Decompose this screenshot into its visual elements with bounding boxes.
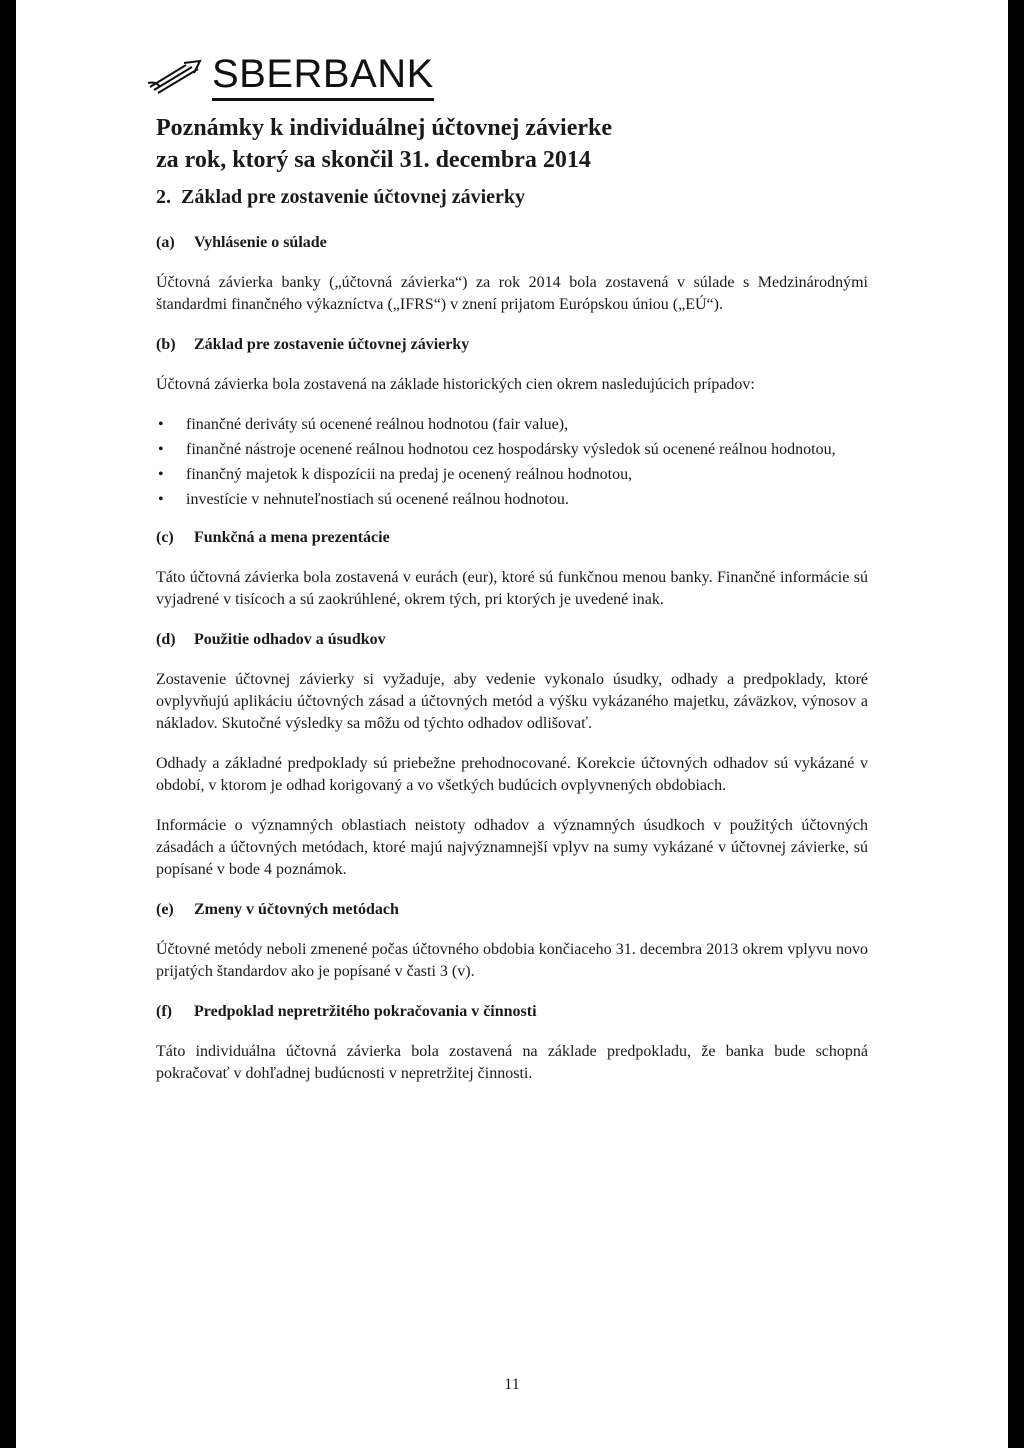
logo-text: SBERBANK — [212, 52, 434, 101]
subsection-heading-b — [156, 334, 868, 356]
subsection-label: (f) — [156, 1003, 172, 1020]
section-title: Základ pre zostavenie účtovnej závierky — [181, 186, 526, 208]
paragraph: Účtovná závierka banky („účtovná závierka“) za rok 2014 bola zostavená v súlade s Medzinárodnými štandardmi finančného výkazníctva („IFRS“) v znení prijatom Európskou úniou („EÚ“). — [156, 274, 868, 313]
bullet-list — [156, 414, 868, 511]
paragraph: Odhady a základné predpoklady sú priebežne prehodnocované. Korekcie účtovných odhadov sú vykázané v období, v ktorom je odhad korigovaný a vo všetkých budúcich ovplyvnených obdobiach. — [156, 755, 868, 794]
document-body — [156, 184, 868, 1103]
subsection-title: Funkčná a mena prezentácie — [194, 529, 390, 546]
title-line-1: Poznámky k individuálnej účtovnej závierke — [156, 115, 613, 141]
subsection-label: (b) — [156, 336, 176, 353]
subsection-heading-f — [156, 1001, 868, 1023]
subsection-title: Zmeny v účtovných metódach — [194, 901, 399, 918]
list-item: • investície v nehnuteľnostiach sú ocenené reálnou hodnotou. — [156, 489, 868, 511]
subsection-label: (a) — [156, 234, 175, 251]
subsection-label: (e) — [156, 901, 174, 918]
paragraph: Zostavenie účtovnej závierky si vyžaduje, aby vedenie vykonalo úsudky, odhady a predpoklady, ktoré ovplyvňujú aplikáciu účtovných zásad a účtovných metód a výšku vykázaného majetku, záväzkov, výnosov a nákladov. Skutočné výsledky sa môžu od týchto odhadov odlišovať. — [156, 671, 868, 732]
paragraph: Účtovná závierka bola zostavená na základe historických cien okrem nasledujúcich prípadov: — [156, 376, 755, 393]
subsection-heading-a — [156, 232, 868, 254]
subsection-title: Použitie odhadov a úsudkov — [194, 631, 386, 648]
list-item: • finančné nástroje ocenené reálnou hodnotou cez hospodársky výsledok sú ocenené reálnou hodnotou, — [156, 439, 868, 461]
header-logo — [146, 52, 434, 101]
subsection-label: (d) — [156, 631, 176, 648]
list-item: • finančné deriváty sú ocenené reálnou hodnotou (fair value), — [156, 414, 868, 436]
page-number: 11 — [504, 1376, 520, 1393]
list-item: • finančný majetok k dispozícii na predaj je ocenený reálnou hodnotou, — [156, 464, 868, 486]
subsection-title: Základ pre zostavenie účtovnej závierky — [194, 336, 470, 353]
subsection-title: Vyhlásenie o súlade — [194, 234, 327, 251]
paragraph: Táto účtovná závierka bola zostavená v eurách (eur), ktoré sú funkčnou menou banky. Finančné informácie sú vyjadrené v tisícoch a sú zaokrúhlené, okrem tých, pri ktorých je uvedené inak. — [156, 569, 868, 608]
sberbank-swoosh-icon — [146, 57, 204, 95]
paragraph: Účtovné metódy neboli zmenené počas účtovného obdobia končiaceho 31. decembra 2013 okrem vplyvu novo prijatých štandardov ako je popísané v časti 3 (v). — [156, 941, 868, 980]
subsection-heading-e — [156, 899, 868, 921]
section-heading — [156, 184, 868, 210]
subsection-heading-c — [156, 527, 868, 549]
subsection-label: (c) — [156, 529, 174, 546]
document-page — [16, 0, 1008, 1448]
page-title — [156, 112, 612, 176]
subsection-title: Predpoklad nepretržitého pokračovania v činnosti — [194, 1003, 537, 1020]
paragraph: Táto individuálna účtovná závierka bola zostavená na základe predpokladu, že banka bude schopná pokračovať v dohľadnej budúcnosti v nepretržitej činnosti. — [156, 1043, 868, 1082]
title-line-2: za rok, ktorý sa skončil 31. decembra 2014 — [156, 147, 591, 173]
paragraph: Informácie o významných oblastiach neistoty odhadov a významných úsudkoch v použitých účtovných zásadách a účtovných metódach, ktoré majú najvýznamnejší vplyv na sumy vykázané v účtovnej závierke, sú popísané v bode 4 poznámok. — [156, 817, 868, 878]
subsection-heading-d — [156, 629, 868, 651]
section-number: 2. — [156, 186, 171, 208]
